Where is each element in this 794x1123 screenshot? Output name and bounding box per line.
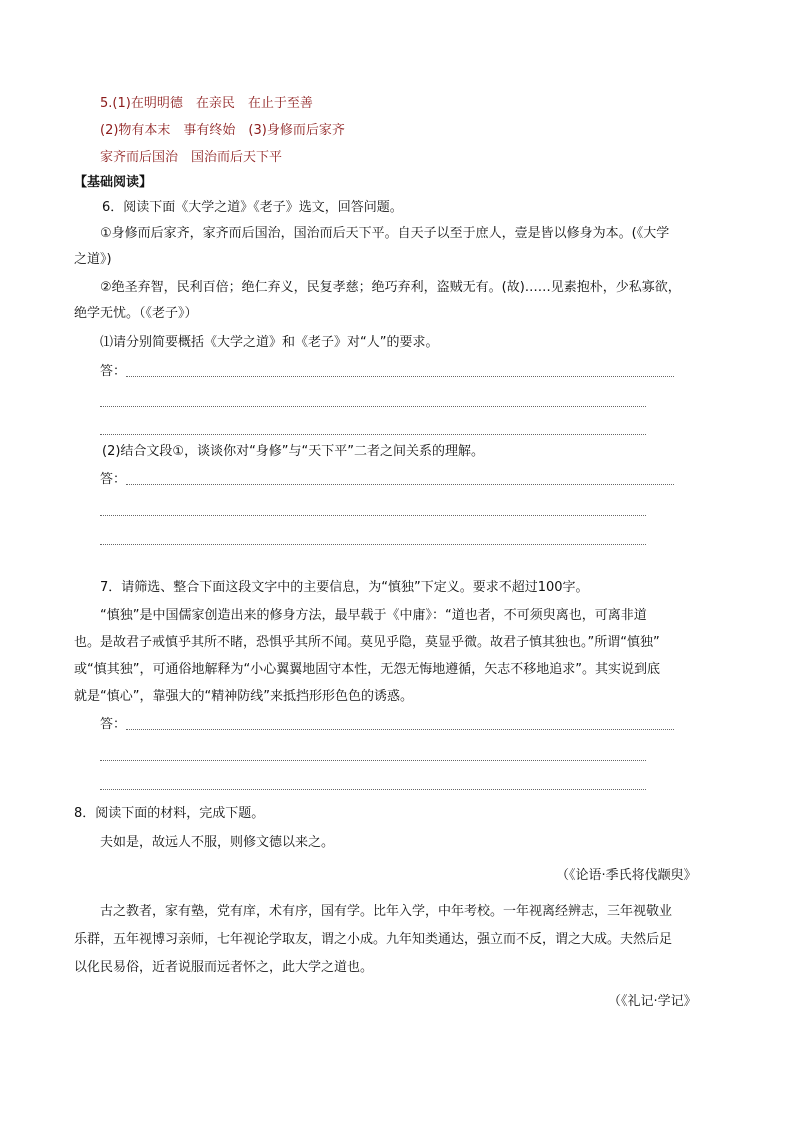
q7-answer-line-3[interactable] (100, 789, 646, 790)
q8-passage-line1: 古之教者，家有塾，党有庠，术有序，国有学。比年入学，中年考校。一年视离经辨志，三年视敬业 (100, 904, 673, 919)
q7-passage-line3: 或“慎其独”，可通俗地解释为“小心翼翼地固守本性，无怨无悔地遵循，矢志不移地追求”。其实说到底 (74, 662, 660, 677)
q6-1-answer-line-2[interactable] (100, 406, 646, 407)
q6-passage1-line1: ①身修而后家齐，家齐而后国治，国治而后天下平。自天子以至于庶人，壹是皆以修身为本。(《大学 (100, 226, 670, 241)
q8-passage-line3: 以化民易俗，近者说服而远者怀之，此大学之道也。 (74, 960, 374, 975)
answer-5-line1: 5.(1)在明明德 在亲民 在止于至善 (100, 96, 313, 111)
q6-2-answer-line-1[interactable] (126, 484, 674, 485)
q7-passage-line4: 就是“慎心”，靠强大的“精神防线”来抵挡形形色色的诱惑。 (74, 689, 413, 704)
q6-passage2-line1: ②绝圣弃智，民利百倍；绝仁弃义，民复孝慈；绝巧弃利，盗贼无有。(故)……见素抱朴，少私寡欲， (100, 280, 681, 295)
q8-quote-1: 夫如是，故远人不服，则修文德以来之。 (100, 835, 335, 850)
q6-passage2-line2: 绝学无忧。（《老子》） (74, 306, 198, 321)
section-title: 【基础阅读】 (74, 175, 153, 190)
answer-5-line2: (2)物有本末 事有终始 (3)身修而后家齐 (100, 123, 345, 138)
q7-answer-label: 答： (100, 717, 127, 732)
q8-passage-line2: 乐群，五年视博习亲师，七年视论学取友，谓之小成。九年知类通达，强立而不反，谓之大成。夫然后足 (74, 932, 673, 947)
q8-stem: 8．阅读下面的材料，完成下题。 (74, 806, 265, 821)
q6-passage1-line2: 之道》) (74, 252, 112, 267)
q8-source-2: （《礼记·学记》 (608, 994, 697, 1009)
q7-stem: 7．请筛选、整合下面这段文字中的主要信息，为“慎独”下定义。要求不超过100字。 (100, 580, 589, 595)
q6-1-answer-line-1[interactable] (126, 376, 674, 377)
q6-stem: 6．阅读下面《大学之道》《老子》选文，回答问题。 (102, 200, 403, 215)
q6-1-answer-label: 答： (100, 364, 127, 379)
q7-answer-line-2[interactable] (100, 760, 646, 761)
q6-subquestion-2: (2)结合文段①，谈谈你对“身修”与“天下平”二者之间关系的理解。 (102, 444, 485, 459)
q6-1-answer-line-3[interactable] (100, 434, 646, 435)
answer-5-line3: 家齐而后国治 国治而后天下平 (100, 150, 283, 165)
q6-2-answer-line-2[interactable] (100, 515, 646, 516)
q7-passage-line2: 也。是故君子戒慎乎其所不睹，恐惧乎其所不闻。莫见乎隐，莫显乎微。故君子慎其独也。”所谓“慎独” (74, 635, 660, 650)
q6-2-answer-line-3[interactable] (100, 544, 646, 545)
q7-passage-line1: “慎独”是中国儒家创造出来的修身方法，最早载于《中庸》：“道也者，不可须臾离也，可离非道 (100, 608, 647, 623)
q7-answer-line-1[interactable] (126, 729, 674, 730)
q6-2-answer-label: 答： (100, 472, 127, 487)
q8-source-1: （《论语·季氏将伐颛臾》 (556, 868, 697, 883)
q6-subquestion-1: ⑴请分别简要概括《大学之道》和《老子》对“人”的要求。 (100, 335, 439, 350)
